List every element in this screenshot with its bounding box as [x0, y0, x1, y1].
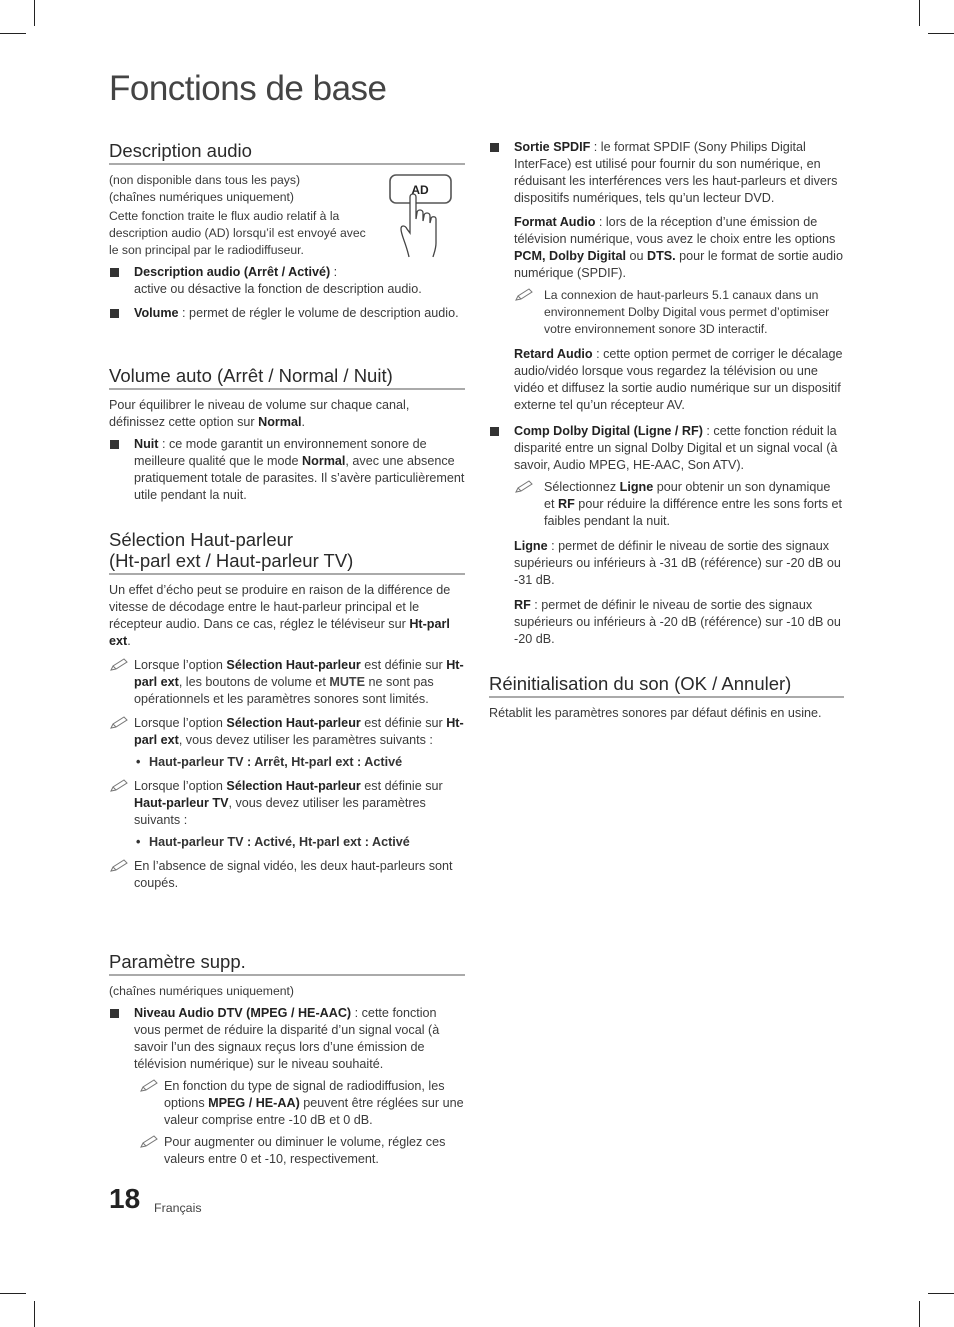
section-intro: Pour équilibrer le niveau de volume sur chaque canal, définissez cette option sur Normal.	[109, 398, 410, 429]
note: Pour augmenter ou diminuer le volume, réglez ces valeurs entre 0 et -10, respectivement.	[139, 1134, 465, 1168]
section-intro: Cette fonction traite le flux audio relatif à la description audio (AD) lorsqu’il est envoyé avec le son principal par le radiodiffuseur.	[109, 209, 366, 257]
pencil-note-icon	[109, 716, 131, 730]
note: Lorsque l’option Sélection Haut-parleur est définie sur Ht-parl ext, les boutons de volume et MUTE ne sont pas opérationnels et les paramètres sonores sont limités.	[109, 657, 465, 708]
note: En fonction du type de signal de radiodiffusion, les options MPEG / HE-AA) peuvent être réglées sur une valeur comprise entre -10 dB et 0 dB.	[139, 1078, 465, 1129]
bullet-item: • Haut-parleur TV : Arrêt, Ht-parl ext : Activé	[136, 755, 403, 769]
availability-note: (non disponible dans tous les pays)	[109, 173, 301, 187]
pencil-note-icon	[109, 658, 131, 672]
language-label: Français	[154, 1201, 202, 1215]
page-number: 18	[109, 1183, 141, 1214]
crop-mark	[928, 33, 954, 34]
pencil-note-icon	[139, 1135, 161, 1149]
note: Sélectionnez Ligne pour obtenir un son dynamique et RF pour réduire la différence entre les sons forts et faibles pendant la nuit.	[514, 479, 844, 530]
reset-section	[489, 673, 844, 722]
note: En l’absence de signal vidéo, les deux haut-parleurs sont coupés.	[109, 858, 465, 892]
section-heading: Réinitialisation du son (OK / Annuler)	[489, 673, 844, 698]
crop-mark	[34, 1301, 35, 1327]
crop-mark	[0, 33, 26, 34]
list-item: Volume : permet de régler le volume de description audio.	[109, 305, 465, 322]
speaker-selection-section	[109, 529, 465, 892]
section-intro: Rétablit les paramètres sonores par défaut définis en usine.	[489, 706, 822, 720]
section-heading: Paramètre supp.	[109, 951, 465, 976]
list-item: Sortie SPDIF : le format SPDIF (Sony Philips Digital InterFace) est utilisé pour fournir du son numérique, en réduisant les interférences vers les haut-parleurs et divers dispositifs numériques, tels qu’un lecteur DVD.	[489, 139, 844, 207]
section-heading: Sélection Haut-parleur (Ht-parl ext / Haut-parleur TV)	[109, 529, 465, 575]
list-item: Description audio (Arrêt / Activé) : active ou désactive la fonction de description audio.	[109, 264, 465, 298]
crop-mark	[0, 1293, 26, 1294]
pencil-note-icon	[109, 859, 131, 873]
page-title: Fonctions de base	[109, 69, 387, 108]
crop-mark	[928, 1293, 954, 1294]
spdif-section	[489, 139, 844, 414]
sub-option: Format Audio : lors de la réception d’une émission de télévision numérique, vous avez le choix entre les options PCM, Dolby Digital ou DTS. pour le format de sortie audio numérique (SPDIF).	[514, 215, 843, 280]
section-heading: Volume auto (Arrêt / Normal / Nuit)	[109, 365, 465, 390]
sub-option: Retard Audio : cette option permet de corriger le décalage audio/vidéo lorsque vous regardez la télévision ou une vidéo et diffusez la sortie audio numérique sur un dispositif externe tel qu’un récepteur AV.	[514, 347, 843, 412]
crop-mark	[919, 1301, 920, 1327]
pencil-note-icon	[139, 1079, 161, 1093]
sub-option: Ligne : permet de définir le niveau de sortie des signaux supérieurs ou inférieurs à -31 dB (référence) sur -20 dB ou -31 dB.	[514, 539, 841, 587]
ad-button-label: AD	[411, 183, 429, 197]
section-heading: Description audio	[109, 140, 465, 165]
extra-settings-section	[109, 951, 465, 1168]
availability-note: (chaînes numériques uniquement)	[109, 190, 294, 204]
note: Lorsque l’option Sélection Haut-parleur est définie sur Haut-parleur TV, vous devez utiliser les paramètres suivants :	[109, 778, 465, 829]
availability-note: (chaînes numériques uniquement)	[109, 984, 294, 998]
list-item: Niveau Audio DTV (MPEG / HE-AAC) : cette fonction vous permet de réduire la disparité d’un signal vocal (à savoir l’un des signaux reçus lors d’une émission de télévision numérique) sur le niveau souhaité.	[109, 1005, 465, 1073]
section-intro: Un effet d’écho peut se produire en raison de la différence de vitesse de décodage entre le haut-parleur principal et le récepteur audio. Dans ce cas, réglez le téléviseur sur Ht-parl ext.	[109, 583, 451, 648]
crop-mark	[34, 0, 35, 26]
note: Lorsque l’option Sélection Haut-parleur est définie sur Ht-parl ext, vous devez utiliser les paramètres suivants :	[109, 715, 465, 749]
auto-volume-section	[109, 365, 465, 504]
pencil-note-icon	[514, 288, 536, 302]
bullet-item: • Haut-parleur TV : Activé, Ht-parl ext : Activé	[136, 835, 410, 849]
crop-mark	[919, 0, 920, 26]
sub-option: RF : permet de définir le niveau de sortie des signaux supérieurs ou inférieurs à -20 dB (référence) sur -10 dB ou -20 dB.	[514, 598, 841, 646]
list-item: Nuit : ce mode garantit un environnement sonore de meilleure qualité que le mode Normal, avec une absence pratiquement totale de parasites. Il s’avère particulièrement utile pendant la nuit.	[109, 436, 465, 504]
note: La connexion de haut-parleurs 5.1 canaux dans un environnement Dolby Digital vous permet d’optimiser votre environnement sonore 3D interactif.	[514, 287, 844, 338]
pencil-note-icon	[514, 480, 536, 494]
hand-pressing-icon	[389, 173, 453, 261]
list-item: Comp Dolby Digital (Ligne / RF) : cette fonction réduit la disparité entre un signal Dolby Digital et un signal vocal (à savoir, Audio MPEG, HE-AAC, Son ATV).	[489, 423, 844, 474]
dolby-section	[489, 423, 844, 648]
pencil-note-icon	[109, 779, 131, 793]
